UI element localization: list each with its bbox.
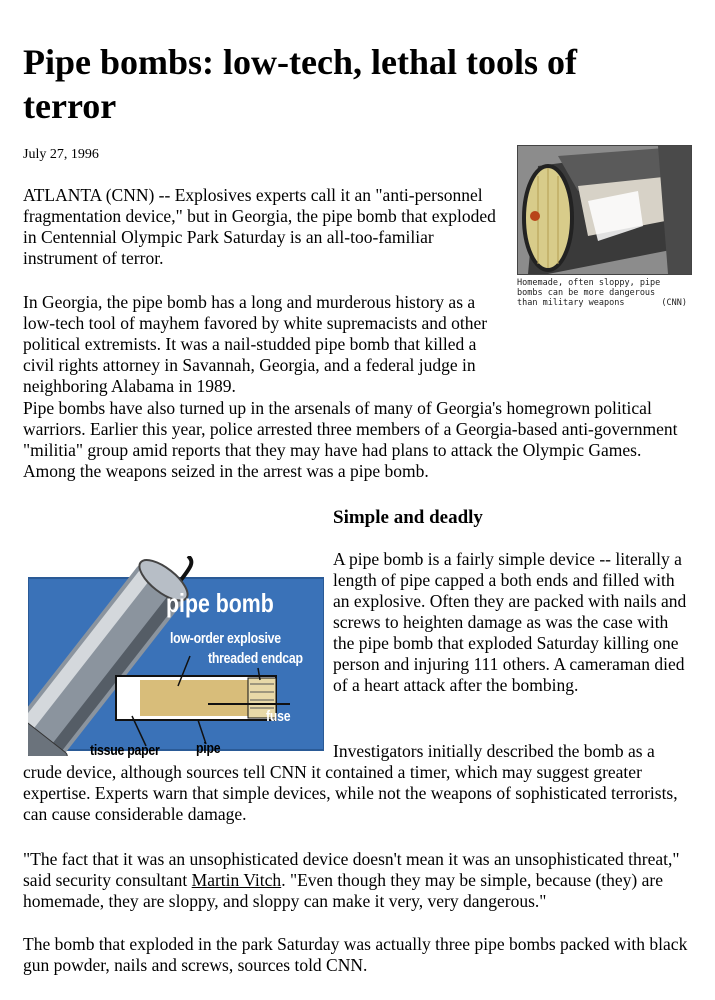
label-endcap: threaded endcap bbox=[208, 650, 303, 667]
pipe-bomb-photo bbox=[517, 145, 692, 275]
label-fuse: fuse bbox=[266, 708, 291, 725]
label-pipe: pipe bbox=[196, 740, 221, 757]
label-tissue-paper: tissue paper bbox=[90, 742, 160, 759]
paragraph-1: ATLANTA (CNN) -- Explosives experts call it an "anti-personnel fragmentation device," but in Georgia, the pipe bomb that exploded in Centennial Olympic Park Saturday is an all-too-familiar instrument of terror. bbox=[23, 185, 496, 268]
diagram-title: pipe bomb bbox=[166, 588, 274, 618]
pipe-bomb-diagram bbox=[28, 556, 324, 759]
paragraph-2: In Georgia, the pipe bomb has a long and murderous history as a low-tech tool of mayhem favored by white supremacists and other political extremists. It was a nail-studded pipe bomb that killed a civil rights attorney in Savannah, Georgia, and a federal judge in neighboring Alabama in 1989. bbox=[23, 292, 488, 396]
paragraph-3: Pipe bombs have also turned up in the arsenals of many of Georgia's homegrown political warriors. Earlier this year, police arrested three members of a Georgia-based anti-government "militia" group amid reports that they may have had plans to attack the Olympic Games. Among the weapons seized in the arrest was a pipe bomb. bbox=[23, 398, 678, 481]
caption-credit: (CNN) bbox=[661, 298, 687, 308]
article-date: July 27, 1996 bbox=[23, 147, 99, 162]
paragraph-5: Investigators initially described the bomb as a crude device, although sources tell CNN it contained a timer, which may suggest greater expertise. Experts warn that simple devices, while not the weapons of sophisticated terrorists, can cause considerable damage. bbox=[23, 741, 678, 824]
label-explosive: low-order explosive bbox=[170, 630, 281, 647]
paragraph-6: "The fact that it was an unsophisticated device doesn't mean it was an unsophisticated threat," said security consultant Martin Vitch. "Even though they may be simple, because (they) are homemade, they are sloppy, and sloppy can make it very, very dangerous." bbox=[23, 849, 680, 911]
martin-vitch-link[interactable]: Martin Vitch bbox=[191, 870, 282, 890]
paragraph-4: A pipe bomb is a fairly simple device -- literally a length of pipe capped a both ends and filled with an explosive. Often they are packed with nails and screws to heighten damage as was the case with the pipe bomb that exploded Saturday killing one person and injuring 111 others. A cameraman died of a heart attack after the bombing. bbox=[333, 549, 687, 695]
page-title: Pipe bombs: low-tech, lethal tools of terror bbox=[23, 42, 577, 126]
section-heading: Simple and deadly bbox=[333, 507, 483, 528]
photo-caption: Homemade, often sloppy, pipe bombs can be more dangerous than military weapons (CNN) bbox=[517, 278, 687, 308]
paragraph-7: The bomb that exploded in the park Saturday was actually three pipe bombs packed with black gun powder, nails and screws, sources told CNN. bbox=[23, 934, 688, 975]
